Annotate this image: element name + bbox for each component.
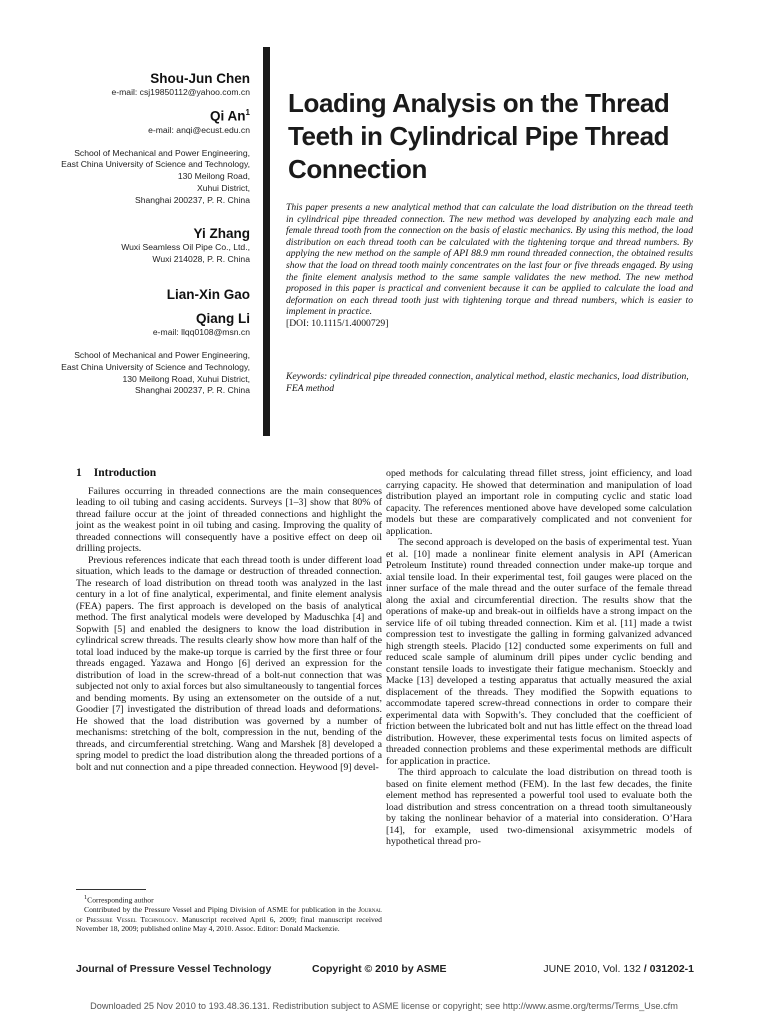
doi-link[interactable]: [DOI: 10.1115/1.4000729] (286, 317, 389, 329)
keywords: Keywords: cylindrical pipe threaded connection, analytical method, elastic mechanics, load distribution, FEA method (286, 371, 689, 394)
author-name: Qiang Li (196, 311, 250, 327)
footnote-rule (76, 889, 146, 890)
page-number: 031202-1 (649, 963, 694, 975)
body-paragraph: oped methods for calculating thread fillet stress, joint efficiency, and load carrying capacity. He showed that determination and manipulation of load distribution played an important role in computing cyclic and static load capacity. The references mentioned above have developed some calculation models but these are comparatively complicated and not convenient for application. (386, 468, 692, 537)
footnote-corresponding: $^1$Corresponding author (84, 894, 154, 905)
author-name: Qi An$^1$ (210, 108, 250, 124)
author-email: e-mail: llqq0108@msn.cn (152, 327, 250, 338)
page-footer (76, 963, 694, 977)
author-affiliation: School of Mechanical and Power Engineering, East China University of Science and Technology, 130 Meilong Road, Xuhui District, Shanghai 200237, P. R. China (61, 147, 250, 205)
author-email: e-mail: csj19850112@yahoo.com.cn (111, 87, 250, 97)
paper-title: Loading Analysis on the Thread Teeth in Cylindrical Pipe Thread Connection (288, 88, 670, 184)
footer-issue: JUNE 2010, Vol. 132 / 031202-1 (543, 963, 694, 975)
body-paragraph: Previous references indicate that each thread tooth is under different load situation, which leads to the damage or destruction of threaded connection. The research of load distribution on thread tooth was analyzed in the last century in a lot of fine analytical, experimental, and finite element analysis (FEA) papers. The first approach is developed on the basis of analytical method. The first analytical models were developed by Maduschka [4] and Sopwith [5] and enabled the designers to know the load distribution in cylindrical screw threads. The results clearly show how more than half of the total load induced by the make-up torque is carried by the first three or four threads engaged. Yazawa and Hongo [6] derived an expression for the distribution of load in the screw-thread of a bolt-nut connection that was subjected not only to axial forces but also simultaneously to tangential forces and bending moments. By using an extensometer on the outside of a nut, Goodier [7] investigated the distribution of thread loads and deformations. He showed that the load distribution was governed by a number of mechanisms: stretching of the bolt, compression in the nut, bending of the threads, and circumferential stretching. Wang and Marshek [8] developed a spring model to predict the load distribution along the threaded portions of a bolt and nut connection and a pipe threaded connection. Heywood [9] devel- (76, 554, 382, 773)
author-affiliation: School of Mechanical and Power Engineering, East China University of Science and Technology, 130 Meilong Road, Xuhui District, Shanghai 200237, P. R. China (61, 350, 250, 396)
body-column-right (386, 468, 692, 848)
author-affiliation: Wuxi Seamless Oil Pipe Co., Ltd., Wuxi 214028, P. R. China (121, 242, 250, 265)
body-paragraph: The third approach to calculate the load distribution on thread tooth is based on finite element method (FEM). In the last few decades, the finite element method has represented a powerful tool used to evaluate both the load distribution and stress concentration on a thread tooth simultaneously by taking the nonlinear behavior of a material into consideration. O’Hara [14], for example, used two-dimensional axisymmetric models of hypothetical thread pro- (386, 767, 692, 847)
author-email: e-mail: anqi@ecust.edu.cn (148, 124, 250, 135)
download-notice: Downloaded 25 Nov 2010 to 193.48.36.131. Redistribution subject to ASME license or copyright; see http://www.asme.org/terms/Terms_Use.cfm (90, 1001, 678, 1011)
author-name: Lian-Xin Gao (166, 287, 250, 303)
abstract-text: This paper presents a new analytical method that can calculate the load distribution on the thread teeth in cylindrical pipe threaded connection. The new method was developed by analyzing each male and female thread tooth from the connection on the basis of elastic mechanics. By using this method, the load distribution on each thread tooth can be calculated with the tightening torque and thread numbers. By applying the new method on the sample of API 88.9 mm round threaded connection, the obtained results show that the load on thread tooth mainly concentrates on the last four or five threads engaged. By using the finite element analysis method to the same sample validates the new method. The new method proposed in this paper is practical and convenient because it can be applied to calculate the load and deformation on each thread tooth just with tightening torque and thread numbers, which is easier to implement in practice. (286, 202, 693, 318)
corresponding-marker: 1 (245, 108, 250, 117)
title-divider-bar (263, 47, 270, 436)
abstract (286, 202, 693, 330)
body-column-left (76, 468, 382, 773)
author-name: Shou-Jun Chen (150, 71, 250, 86)
body-paragraph: The second approach is developed on the basis of experimental test. Yuan et al. [10] made a nonlinear finite element analysis in API (American Petroleum Institute) round threaded connection under make-up torque and axial tensile load. In their experimental test, foil gauges were placed on the inner surface of the male thread and the outer surface of the female thread along the axial and circumferential direction. The results show that the operations of make-up and break-out in oilfields have a strong impact on the service life of oil tubing threaded connection. Kim et al. [11] made a twist compression test to investigate the galling in forming galvanized advanced high strength steels. Placido [12] conducted some experiments on full and reduced scale sample of aluminum drill pipes under cyclic bending and constant tensile loads to investigate their fatigue mechanism. Stoeckly and Macke [13] developed a testing apparatus that actually measured the axial displacement of the threads. They modified the Sopwith equations to accommodate tapered screw-thread connections in order to compare their experimental data with Sopwith’s. They concluded that the coefficient of friction between the lubricated bolt and nut has little effect on the thread load distribution. However, these experimental tests focus on limited aspects of threaded connection problems and these experimental methods are difficult for application in practice. (386, 537, 692, 767)
footer-journal: Journal of Pressure Vessel Technology (76, 963, 272, 975)
author-name: Yi Zhang (193, 226, 250, 242)
footer-copyright: Copyright © 2010 by ASME (312, 963, 447, 975)
footnotes (76, 893, 382, 934)
section-heading: 1 Introduction (76, 467, 157, 479)
author-column (60, 70, 250, 397)
body-paragraph: Failures occurring in threaded connections are the main consequences leading to oil tubing and casing accidents. Surveys [1–3] show that 80% of thread failure occur at the joint of threaded connections and highlight the joint as the weakest point in oil tubing and casing. Improving the quality of threaded connections will consequently have a positive effect on deep oil drilling projects. (76, 485, 382, 554)
footnote-contributed: Contributed by the Pressure Vessel and Piping Division of ASME for publication in the Journal of Pressure Vessel Technology. Manuscript received April 6, 2009; final manuscript received November 18, 2009; published online May 4, 2010. Assoc. Editor: Donald Mackenzie. (76, 905, 382, 934)
